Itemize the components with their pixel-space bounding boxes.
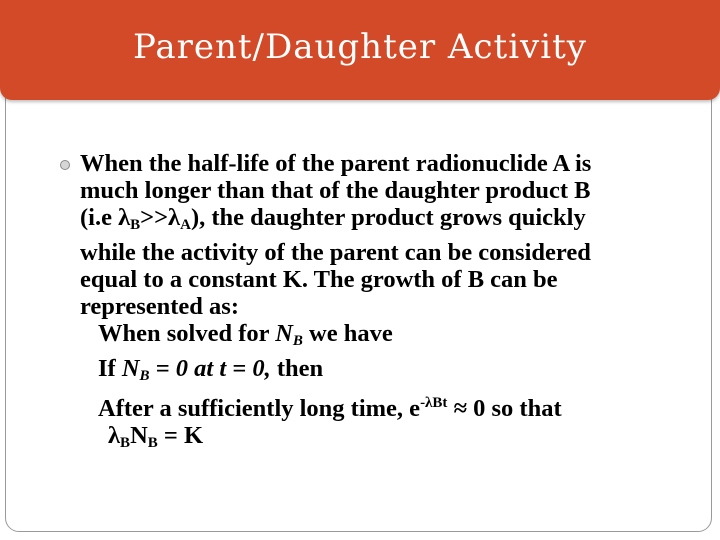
result-line xyxy=(60,422,670,457)
paragraph-line-6: represented as: xyxy=(80,293,239,320)
title-bar xyxy=(0,0,720,100)
paragraph-line-1: When the half-life of the parent radionuclide A is xyxy=(80,150,592,177)
condition-sub: B xyxy=(139,368,150,384)
condition-pre: If xyxy=(98,355,122,382)
lambda-a-subscript: A xyxy=(180,217,191,233)
long-time-line xyxy=(60,390,670,422)
line3-pre: (i.e λ xyxy=(80,204,131,231)
condition-cond: = 0 at t = 0, xyxy=(149,355,271,382)
condition-line xyxy=(60,355,670,390)
solved-pre: When solved for xyxy=(98,320,276,347)
result-post: = K xyxy=(157,422,204,449)
result-lambda: λ xyxy=(108,422,121,449)
line3-post: ), the daughter product grows quickly xyxy=(190,204,586,231)
line3-mid: >>λ xyxy=(140,204,181,231)
paragraph-line-4: while the activity of the parent can be considered xyxy=(80,239,591,266)
long-time-pre: After a sufficiently long time, e xyxy=(98,395,421,422)
result-sub-1: B xyxy=(120,435,131,451)
slide-title: Parent/Daughter Activity xyxy=(132,27,588,67)
slide-body xyxy=(60,150,670,457)
paragraph-line-5: equal to a constant K. The growth of B can be xyxy=(80,266,558,293)
solved-sub: B xyxy=(292,333,303,349)
solved-var: N xyxy=(275,320,293,347)
solved-line xyxy=(60,320,670,355)
bullet-paragraph xyxy=(60,150,670,320)
result-sub-2: B xyxy=(147,435,158,451)
paragraph-line-2: much longer than that of the daughter product B xyxy=(80,177,591,204)
long-time-post: ≈ 0 so that xyxy=(447,395,562,422)
paragraph-line-3 xyxy=(80,204,670,239)
condition-var: N xyxy=(121,355,140,382)
solved-post: we have xyxy=(302,320,393,347)
condition-post: then xyxy=(270,355,324,382)
result-n: N xyxy=(130,422,148,449)
exponent-superscript: -λBt xyxy=(420,395,448,411)
lambda-b-subscript: B xyxy=(130,217,141,233)
